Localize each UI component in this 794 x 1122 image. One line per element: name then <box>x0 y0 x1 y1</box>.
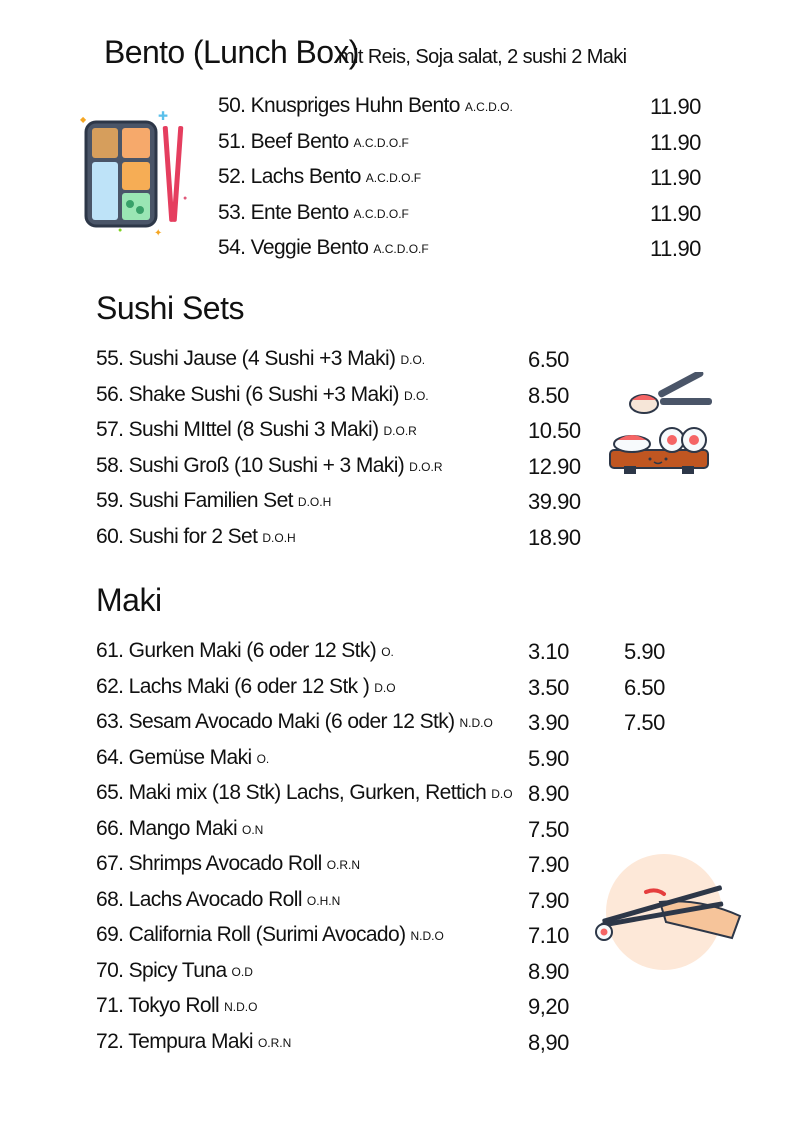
menu-item-name <box>96 888 340 912</box>
menu-item-title: 65. Maki mix (18 Stk) Lachs, Gurken, Rettich <box>96 781 487 804</box>
menu-item-price: 3.90 <box>528 710 569 735</box>
menu-item-name <box>218 165 421 189</box>
menu-item-name <box>96 923 444 947</box>
menu-item-name <box>96 418 417 442</box>
svg-text:✦: ✦ <box>154 228 163 238</box>
menu-item-price: 8.90 <box>528 958 569 984</box>
menu-item-allergens: N.D.O <box>459 716 493 730</box>
menu-item-name <box>96 781 513 805</box>
menu-item-name <box>218 236 429 260</box>
menu-item-name <box>96 639 394 663</box>
menu-item-name <box>218 201 409 225</box>
chopsticks-maki-icon <box>590 852 750 972</box>
menu-item-price: 3.10 <box>528 639 569 664</box>
menu-item-name <box>96 489 331 513</box>
svg-text:●: ● <box>118 227 123 234</box>
menu-item-allergens: D.O.H <box>297 495 332 509</box>
menu-item-price: 12.90 <box>528 453 581 479</box>
menu-item-price: 11.90 <box>650 94 701 119</box>
menu-item-name <box>96 454 443 478</box>
menu-item-title: 51. Beef Bento <box>218 129 349 153</box>
menu-item-price-large: 7.50 <box>624 710 665 735</box>
menu-item-title: 67. Shrimps Avocado Roll <box>96 852 322 875</box>
menu-item-allergens: D.O.R <box>383 424 417 438</box>
menu-item-title: 59. Sushi Familien Set <box>96 489 293 512</box>
menu-item-name <box>218 130 409 154</box>
menu-item-name <box>96 675 396 699</box>
menu-item-price: 3.50 <box>528 674 569 700</box>
menu-item-allergens: A.C.D.O.F <box>353 135 409 150</box>
menu-item-price: 6.50 <box>528 347 569 372</box>
menu-item-allergens: A.C.D.O.F <box>353 206 409 221</box>
menu-item-price: 8.90 <box>528 781 569 806</box>
menu-item-allergens: N.D.O <box>224 1000 258 1014</box>
menu-item-price: 11.90 <box>650 200 701 226</box>
menu-item-allergens: D.O. <box>403 388 429 403</box>
menu-item-name <box>218 94 513 118</box>
bento-box-icon <box>78 108 198 238</box>
menu-item-allergens: A.C.D.O.F <box>373 242 429 256</box>
menu-item-title: 61. Gurken Maki (6 oder 12 Stk) <box>96 639 377 662</box>
menu-item-price-large: 5.90 <box>624 639 665 664</box>
menu-item-price: 39.90 <box>528 489 581 514</box>
menu-item-title: 69. California Roll (Surimi Avocado) <box>96 923 406 946</box>
menu-item-title: 57. Sushi MIttel (8 Sushi 3 Maki) <box>96 418 379 441</box>
menu-item-title: 70. Spicy Tuna <box>96 958 227 982</box>
menu-item-name <box>96 746 269 770</box>
menu-item-price: 8,90 <box>528 1029 569 1055</box>
menu-item-price: 11.90 <box>650 236 701 261</box>
bento-section-title: Bento (Lunch Box) <box>104 34 359 70</box>
menu-item-price: 7.90 <box>528 887 569 913</box>
menu-item-title: 54. Veggie Bento <box>218 236 369 259</box>
menu-item-price: 7.50 <box>528 816 569 842</box>
menu-item-name <box>96 383 429 407</box>
menu-item-name <box>96 817 263 841</box>
menu-item-allergens: O. <box>256 751 270 766</box>
menu-item-allergens: O.D <box>231 964 253 979</box>
sushi-board-icon <box>604 372 714 482</box>
menu-item-price: 5.90 <box>528 745 569 771</box>
menu-item-price: 11.90 <box>650 165 701 190</box>
sushi-sets-section-title: Sushi Sets <box>96 290 244 326</box>
menu-item-title: 50. Knuspriges Huhn Bento <box>218 94 460 117</box>
menu-item-allergens: D.O.H <box>262 530 296 545</box>
menu-item-allergens: O.R.N <box>257 1035 292 1050</box>
menu-item-allergens: N.D.O <box>410 929 444 943</box>
menu-item-name <box>96 852 360 876</box>
bento-section-subtitle: mit Reis, Soja salat, 2 sushi 2 Maki <box>338 46 627 68</box>
menu-item-title: 53. Ente Bento <box>218 200 349 224</box>
menu-item-name <box>96 710 493 734</box>
menu-item-title: 72. Tempura Maki <box>96 1029 253 1053</box>
menu-item-allergens: D.O <box>491 787 513 801</box>
menu-item-price: 7.90 <box>528 852 569 877</box>
menu-item-title: 71. Tokyo Roll <box>96 994 220 1017</box>
menu-item-name <box>96 525 296 549</box>
maki-section-title: Maki <box>96 582 162 618</box>
menu-item-title: 52. Lachs Bento <box>218 165 361 188</box>
menu-item-title: 62. Lachs Maki (6 oder 12 Stk ) <box>96 674 370 698</box>
menu-item-allergens: O.N <box>242 822 264 837</box>
menu-item-price-large: 6.50 <box>624 674 665 700</box>
menu-item-name <box>96 994 257 1018</box>
menu-item-title: 64. Gemüse Maki <box>96 745 252 769</box>
menu-item-allergens: O.R.N <box>326 858 361 872</box>
menu-item-name <box>96 1030 291 1054</box>
menu-item-title: 68. Lachs Avocado Roll <box>96 887 302 911</box>
menu-item-price: 11.90 <box>650 129 701 155</box>
menu-item-price: 7.10 <box>528 923 569 948</box>
menu-item-title: 58. Sushi Groß (10 Sushi + 3 Maki) <box>96 453 405 477</box>
menu-item-name <box>96 959 253 983</box>
svg-text:●: ● <box>183 195 188 202</box>
menu-item-allergens: A.C.D.O.F <box>365 171 422 185</box>
menu-item-allergens: O.H.N <box>306 893 341 908</box>
menu-item-title: 60. Sushi for 2 Set <box>96 524 258 548</box>
menu-item-allergens: O. <box>381 645 394 659</box>
menu-item-title: 66. Mango Maki <box>96 816 238 840</box>
menu-item-title: 63. Sesam Avocado Maki (6 oder 12 Stk) <box>96 710 455 733</box>
menu-item-name <box>96 347 425 371</box>
menu-item-allergens: D.O.R <box>409 459 443 474</box>
menu-item-price: 18.90 <box>528 524 581 550</box>
menu-item-allergens: D.O <box>374 680 396 695</box>
menu-item-title: 55. Sushi Jause (4 Sushi +3 Maki) <box>96 347 396 370</box>
menu-item-price: 10.50 <box>528 418 581 443</box>
menu-item-title: 56. Shake Sushi (6 Sushi +3 Maki) <box>96 382 399 406</box>
menu-item-price: 8.50 <box>528 382 569 408</box>
menu-item-price: 9,20 <box>528 994 569 1019</box>
menu-item-allergens: A.C.D.O. <box>464 100 513 114</box>
svg-text:✚: ✚ <box>158 109 169 123</box>
menu-item-allergens: D.O. <box>400 353 426 367</box>
svg-text:◆: ◆ <box>80 115 87 124</box>
